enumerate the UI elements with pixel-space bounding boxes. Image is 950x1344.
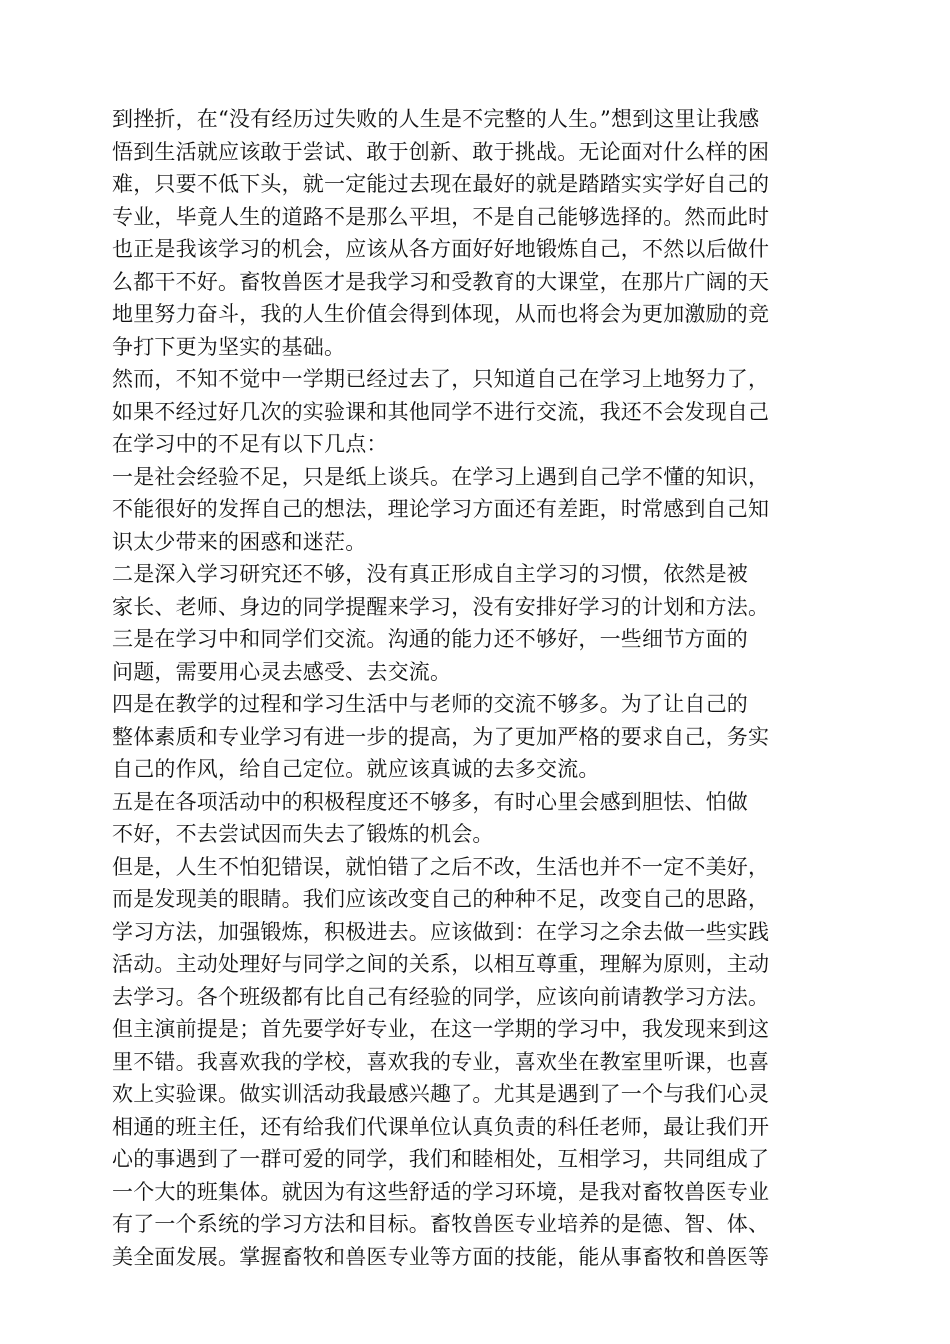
text-line: 自己的作风，给自己定位。就应该真诚的去多交流。: [112, 757, 600, 781]
text-line: 一是社会经验不足，只是纸上谈兵。在学习上遇到自己学不懂的知识，: [112, 464, 770, 489]
text-line: 一个大的班集体。就因为有这些舒适的学习环境，是我对畜牧兽医专业: [112, 1179, 770, 1204]
text-line: 不能很好的发挥自己的想法，理论学习方面还有差距，时常感到自己知: [112, 497, 770, 521]
text-line: 问题，需要用心灵去感受、去交流。: [112, 659, 452, 684]
document-body: [112, 103, 836, 1273]
text-line: 欢上实验课。做实训活动我最感兴趣了。尤其是遇到了一个与我们心灵: [112, 1082, 770, 1106]
text-line: 到挫折，在“没有经历过失败的人生是不完整的人生。”想到这里让我感: [112, 107, 760, 131]
text-line: 而是发现美的眼睛。我们应该改变自己的种种不足，改变自己的思路，: [112, 887, 770, 911]
text-line: 也正是我该学习的机会，应该从各方面好好地锻炼自己，不然以后做什: [112, 237, 770, 261]
text-line: 识太少带来的困惑和迷茫。: [112, 529, 367, 554]
text-line: 五是在各项活动中的积极程度还不够多，有时心里会感到胆怯、怕做: [112, 789, 748, 814]
text-line: 不好，不去尝试因而失去了锻炼的机会。: [112, 822, 494, 846]
text-line: 四是在教学的过程和学习生活中与老师的交流不够多。为了让自己的: [112, 692, 748, 716]
text-line: 争打下更为坚实的基础。: [112, 334, 346, 359]
text-line: 美全面发展。掌握畜牧和兽医专业等方面的技能，能从事畜牧和兽医等: [112, 1244, 770, 1269]
text-line: 但主演前提是；首先要学好专业，在这一学期的学习中，我发现来到这: [112, 1017, 770, 1041]
text-line: 学习方法，加强锻炼，积极进去。应该做到：在学习之余去做一些实践: [112, 919, 770, 944]
text-line: 活动。主动处理好与同学之间的关系，以相互尊重，理解为原则，主动: [112, 952, 770, 976]
text-line: 有了一个系统的学习方法和目标。畜牧兽医专业培养的是德、智、体、: [112, 1212, 770, 1236]
text-line: 里不错。我喜欢我的学校，喜欢我的专业，喜欢坐在教室里听课，也喜: [112, 1049, 770, 1074]
text-line: 难，只要不低下头，就一定能过去现在最好的就是踏踏实实学好自己的: [112, 172, 770, 196]
text-line: 三是在学习中和同学们交流。沟通的能力还不够好，一些细节方面的: [112, 627, 748, 651]
text-line: 整体素质和专业学习有进一步的提高，为了更加严格的要求自己，务实: [112, 724, 770, 749]
text-line: 去学习。各个班级都有比自己有经验的同学，应该向前请教学习方法。: [112, 984, 770, 1009]
text-line: 么都干不好。畜牧兽医才是我学习和受教育的大课堂，在那片广阔的天: [112, 269, 770, 294]
text-line: 家长、老师、身边的同学提醒来学习，没有安排好学习的计划和方法。: [112, 594, 770, 619]
text-line: 相通的班主任，还有给我们代课单位认真负责的科任老师，最让我们开: [112, 1114, 770, 1139]
text-line: 如果不经过好几次的实验课和其他同学不进行交流，我还不会发现自己: [112, 399, 770, 424]
text-line: 悟到生活就应该敢于尝试、敢于创新、敢于挑战。无论面对什么样的困: [112, 139, 770, 164]
text-line: 二是深入学习研究还不够，没有真正形成自主学习的习惯，依然是被: [112, 562, 748, 586]
text-line: 但是，人生不怕犯错误，就怕错了之后不改，生活也并不一定不美好，: [112, 854, 770, 879]
text-line: 然而，不知不觉中一学期已经过去了，只知道自己在学习上地努力了，: [112, 367, 770, 391]
text-line: 在学习中的不足有以下几点：: [112, 432, 388, 456]
text-line: 心的事遇到了一群可爱的同学，我们和睦相处，互相学习，共同组成了: [112, 1147, 770, 1171]
text-line: 专业，毕竟人生的道路不是那么平坦，不是自己能够选择的。然而此时: [112, 204, 770, 229]
text-line: 地里努力奋斗，我的人生价值会得到体现，从而也将会为更加激励的竞: [112, 302, 770, 326]
